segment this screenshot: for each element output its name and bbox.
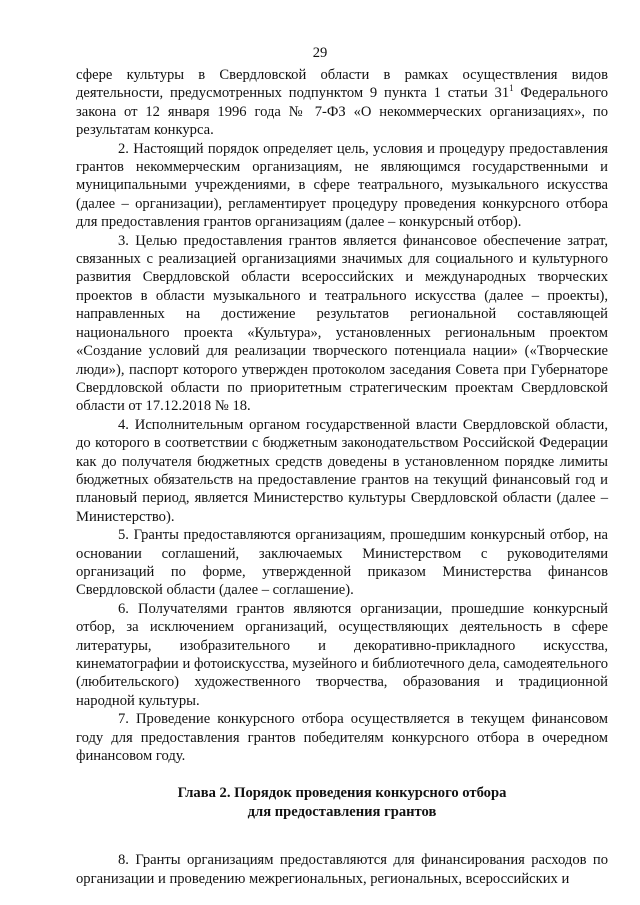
chapter-heading <box>76 784 608 821</box>
paragraph-text: Федерального закона от 12 января 1996 года № 7-ФЗ «О некоммерческих организациях», по результатам конкурса. <box>76 85 609 139</box>
spacer <box>76 821 608 851</box>
paragraph-7: 7. Проведение конкурсного отбора осуществляется в текущем финансовом году для предоставления грантов победителям конкурсного отбора в очередном финансовом году. <box>76 711 608 765</box>
paragraph-1-continuation <box>76 66 608 140</box>
paragraph-5: 5. Гранты предоставляются организациям, прошедшим конкурсный отбор, на основании соглашений, заключаемых Министерством с руководителями организаций по форме, утвержденной приказом Министерства финансов Свердловской области (далее – соглашение). <box>76 527 608 599</box>
paragraph-8: 8. Гранты организациям предоставляются для финансирования расходов по организации и проведению межрегиональных, региональных, всероссийских и <box>76 852 608 887</box>
document-body <box>76 66 608 888</box>
paragraph-text: сфере культуры в Свердловской области в рамках осуществления видов деятельности, предусмотренных подпунктом 9 пункта 1 статьи 31 <box>76 67 608 102</box>
paragraph-2: 2. Настоящий порядок определяет цель, условия и процедуру предоставления грантов некоммерческим организациям, не являющимся государственными и муниципальными учреждениями, в сфере театрального, музыкального искусства (далее – организации), регламентирует процедуру проведения конкурсного отбора для предоставления грантов организациям (далее – конкурсный отбор). <box>76 140 608 231</box>
paragraph-4: 4. Исполнительным органом государственной власти Свердловской области, до которого в соответствии с бюджетным законодательством Российской Федерации как до получателя бюджетных средств доведены в установленном порядке лимиты бюджетных обязательств на предоставление грантов на текущий финансовый год и плановый период, является Министерство культуры Свердловской области (далее – Министерство). <box>76 416 608 525</box>
footnote-superscript: 1 <box>509 83 514 94</box>
page-number: 29 <box>312 45 328 61</box>
paragraph-3: 3. Целью предоставления грантов является финансовое обеспечение затрат, связанных с реализацией организациями значимых для социального и культурного развития Свердловской области всероссийских и международных творческих проектов в области музыкального и театрального искусства (далее – проекты), направленных на достижение результатов региональной составляющей национального проекта «Культура», установленных региональным проектом «Создание условий для реализации творческого потенциала нации» («Творческие люди»), паспорт которого утвержден протоколом заседания Совета при Губернаторе Свердловской области по приоритетным стратегическим проектам Свердловской области от 17.12.2018 № 18. <box>76 232 608 415</box>
chapter-heading-line-1: Глава 2. Порядок проведения конкурсного отбора <box>177 785 507 802</box>
paragraph-6: 6. Получателями грантов являются организации, прошедшие конкурсный отбор, за исключением организаций, осуществляющих деятельность в сфере литературы, изобразительного и декоративно-прикладного искусства, кинематографии и фотоискусства, музейного и библиотечного дела, самодеятельного (любительского) художественного творчества, образования и традиционной народной культуры. <box>76 600 608 709</box>
chapter-heading-line-2: для предоставления грантов <box>247 803 437 820</box>
